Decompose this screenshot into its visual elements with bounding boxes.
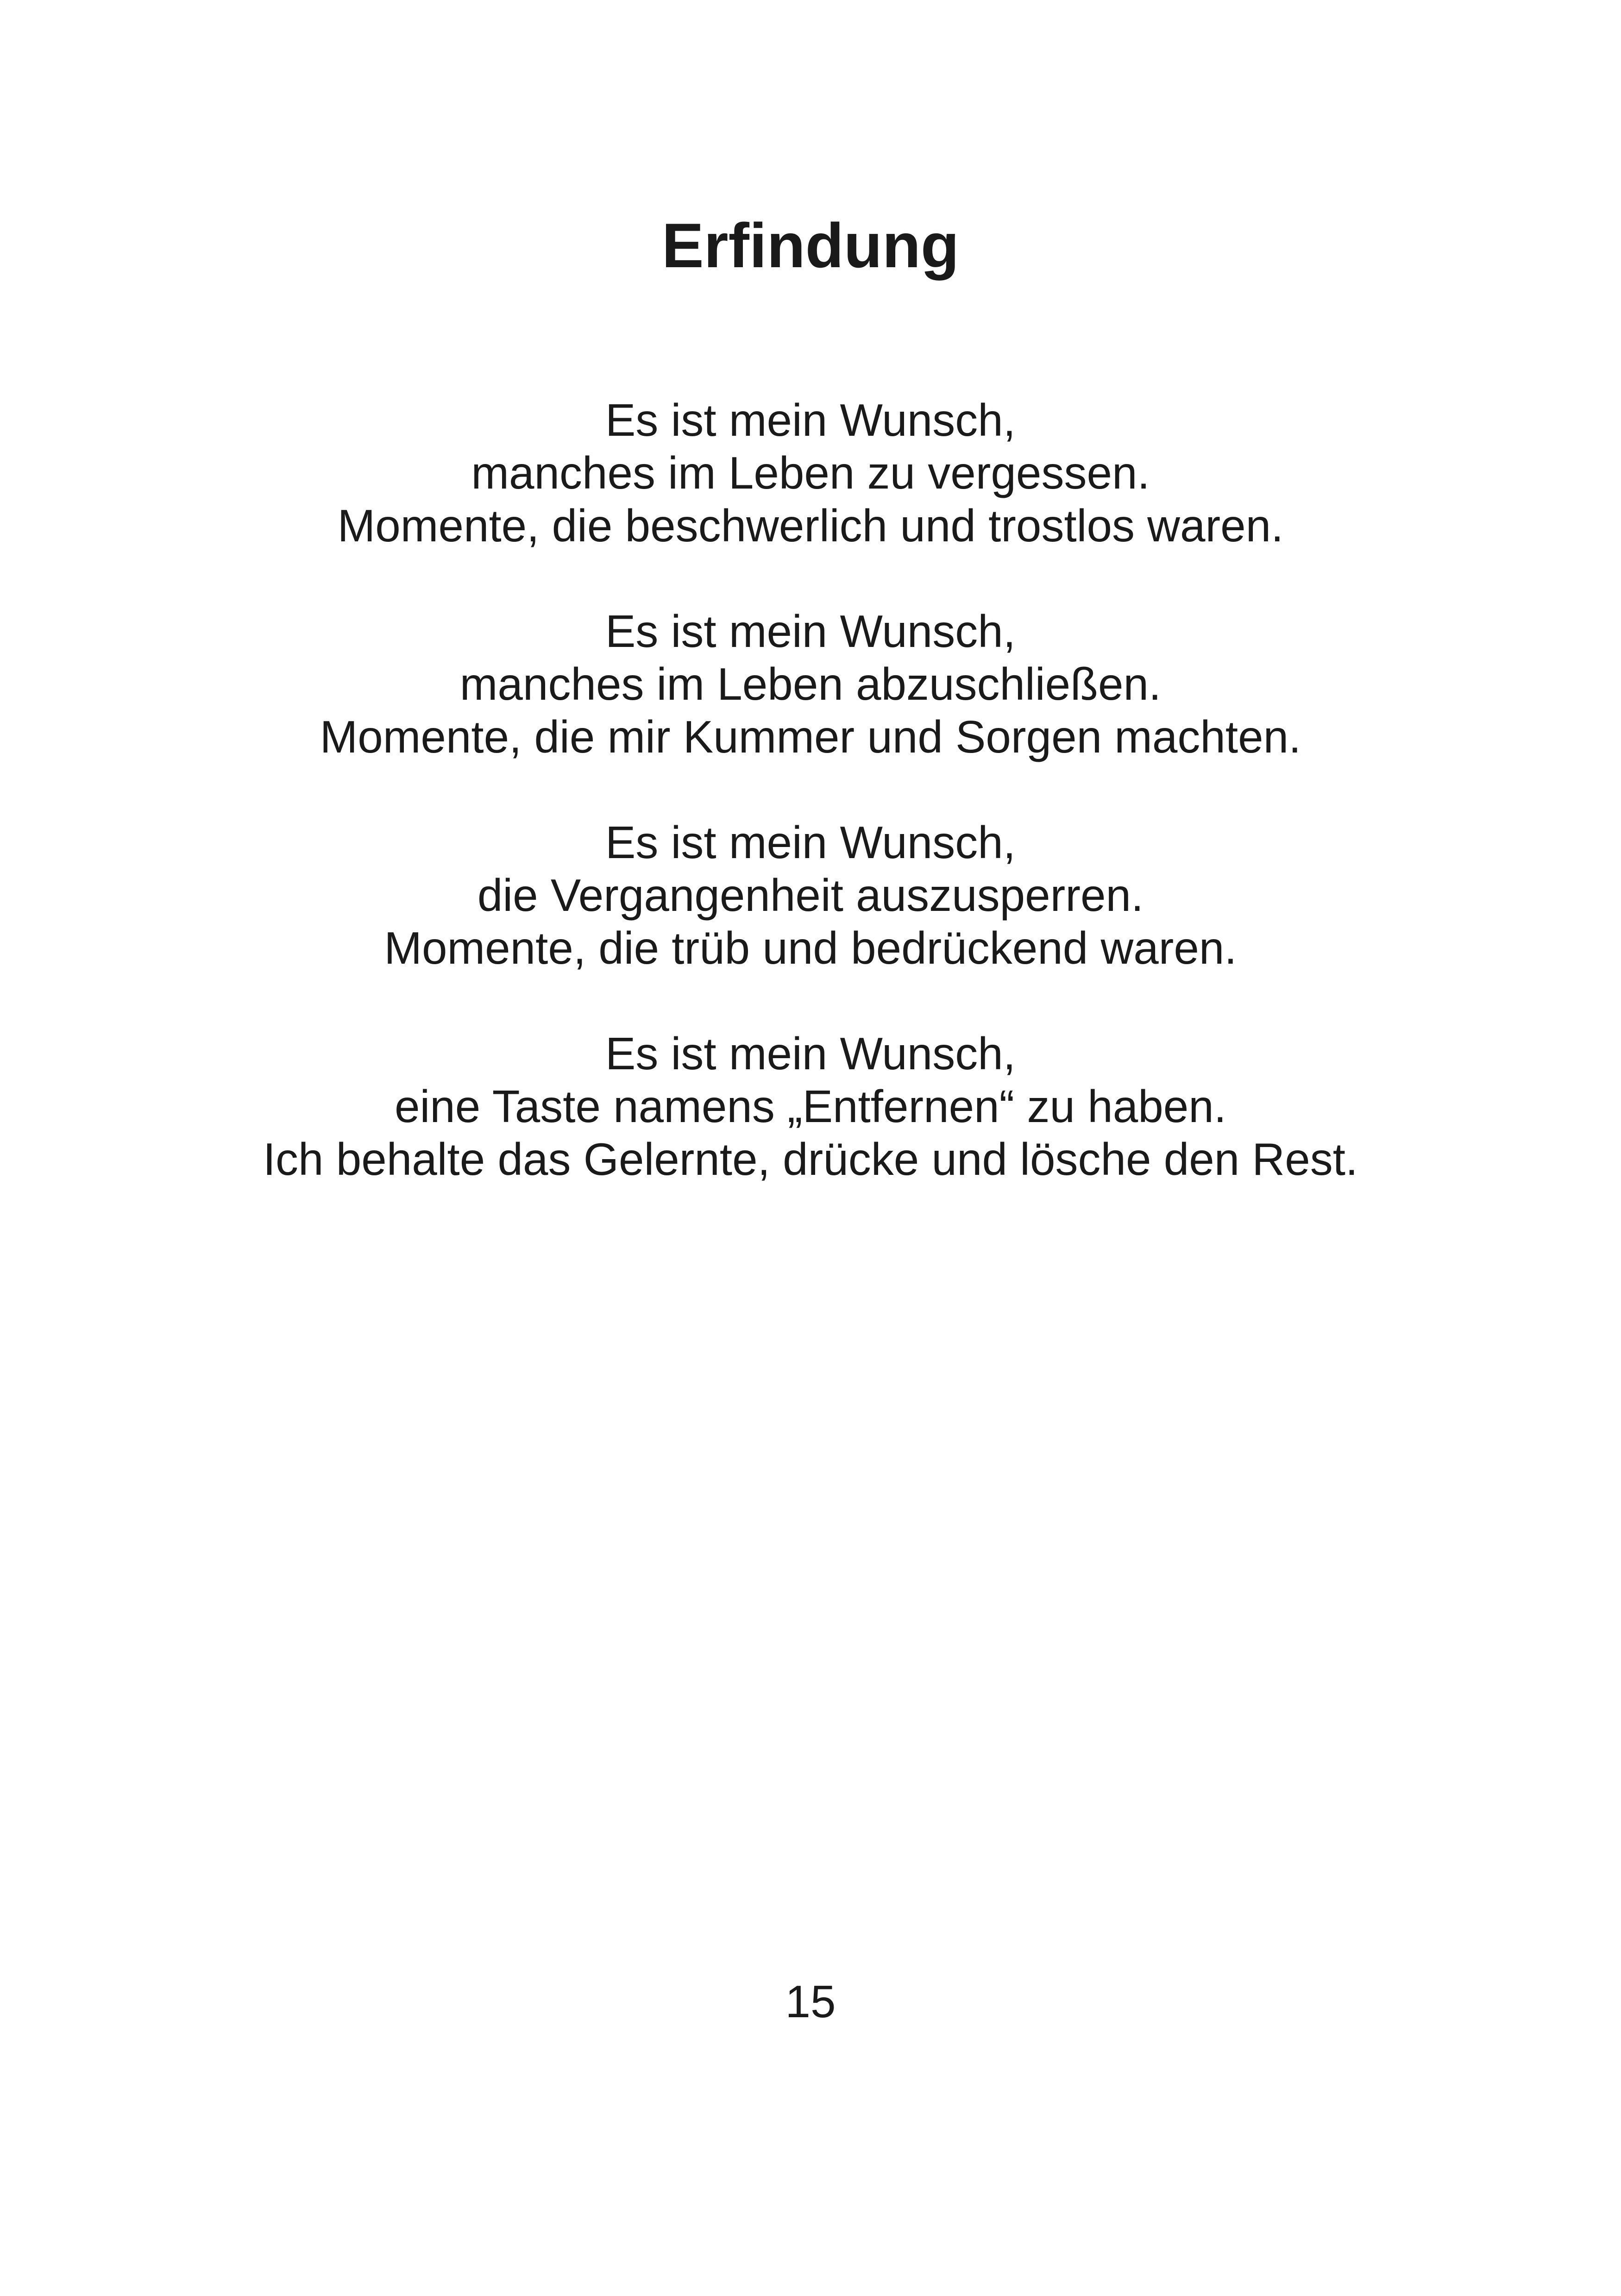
poem-line: manches im Leben zu vergessen. bbox=[471, 447, 1150, 498]
poem-line: Es ist mein Wunsch, bbox=[605, 395, 1016, 445]
poem-line: Es ist mein Wunsch, bbox=[605, 817, 1016, 868]
poem-line: Es ist mein Wunsch, bbox=[605, 606, 1016, 657]
poem-line: manches im Leben abzuschließen. bbox=[459, 659, 1162, 709]
poem-line: die Vergangenheit auszusperren. bbox=[477, 870, 1144, 921]
stanza-3 bbox=[0, 816, 1621, 974]
page-number: 15 bbox=[785, 1976, 836, 2027]
poem-body bbox=[0, 394, 1621, 1238]
poem-line: Momente, die beschwerlich und trostlos waren. bbox=[337, 500, 1284, 551]
poem-line: Momente, die mir Kummer und Sorgen machten. bbox=[320, 711, 1301, 762]
poem-line: Momente, die trüb und bedrückend waren. bbox=[384, 922, 1237, 973]
stanza-4 bbox=[0, 1027, 1621, 1186]
poem-line: Es ist mein Wunsch, bbox=[605, 1028, 1016, 1079]
stanza-1 bbox=[0, 394, 1621, 552]
stanza-2 bbox=[0, 605, 1621, 763]
poem-title: Erfindung bbox=[661, 210, 960, 281]
poem-line: eine Taste namens „Entfernen“ zu haben. bbox=[394, 1081, 1226, 1132]
poem-line: Ich behalte das Gelernte, drücke und lösche den Rest. bbox=[263, 1134, 1358, 1185]
